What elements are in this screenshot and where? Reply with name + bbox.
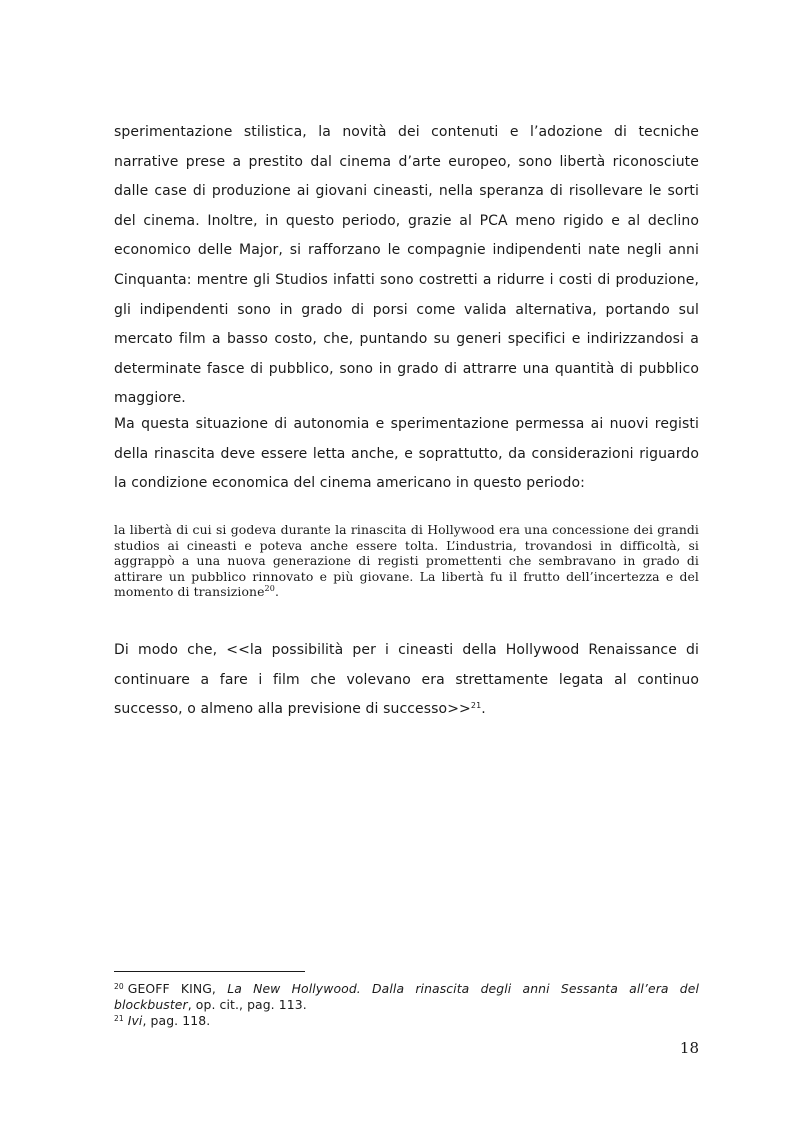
footnote-20 [114,981,699,1013]
footnote-citation: , pag. 118. [142,1013,211,1028]
footnote-citation: , op. cit., pag. 113. [187,997,307,1012]
footnote-ref-20[interactable]: 20 [264,584,275,594]
body-paragraph-1: sperimentazione stilistica, la novità dei contenuti e l’adozione di tecniche narrative prese a prestito dal cinema d’arte europeo, sono libertà riconosciute dalle case di produzione ai giovani cineasti, nella speranza di risollevare le sorti del cinema. Inoltre, in questo periodo, grazie al PCA meno rigido e al declino economico delle Major, si rafforzano le compagnie indipendenti nate negli anni Cinquanta: mentre gli Studios infatti sono costretti a ridurre i costi di produzione, gli indipendenti sono in grado di porsi come valida alternativa, portando sul mercato film a basso costo, che, puntando su generi specifici e indirizzandosi a determinate fasce di pubblico, sono in grado di attrarre una quantità di pubblico maggiore. [114,124,699,407]
block-quote [114,522,699,600]
footnotes [114,981,699,1029]
footnote-title: Ivi [127,1013,143,1028]
footnote-separator [114,971,305,972]
body-paragraph-3 [114,636,699,725]
body-paragraph-3-text: Di modo che, <<la possibilità per i cineasti della Hollywood Renaissance di continuare a fare i film che volevano era strettamente legata al continuo successo, o almeno alla previsione di successo>> [114,642,699,718]
quote-end-period: . [274,584,279,600]
page-number: 18 [679,1039,699,1057]
footnote-number: 21 [114,1014,124,1023]
block-quote-text: la libertà di cui si godeva durante la rinascita di Hollywood era una concessione dei grandi studios ai cineasti e poteva anche essere tolta. L’industria, trovandosi in difficoltà, si aggrappò a una nuova generazione di registi promettenti che sembravano in grado di attirare un pubblico rinnovato e più giovane. La libertà fu il frutto dell’incertezza e del momento di transizione [114,522,699,600]
body-paragraph-2: Ma questa situazione di autonomia e sperimentazione permessa ai nuovi registi della rinascita deve essere letta anche, e soprattutto, da considerazioni riguardo la condizione economica del cinema americano in questo periodo: [114,416,699,492]
footnote-author: GEOFF KING, [127,981,228,996]
footnote-title: La New Hollywood. Dalla rinascita degli anni Sessanta all’era del blockbuster [114,981,700,1012]
paragraph-3-end: . [481,701,486,718]
footnote-number: 20 [114,982,124,991]
footnote-ref-21[interactable]: 21 [470,701,482,711]
footnote-21 [114,1013,699,1029]
